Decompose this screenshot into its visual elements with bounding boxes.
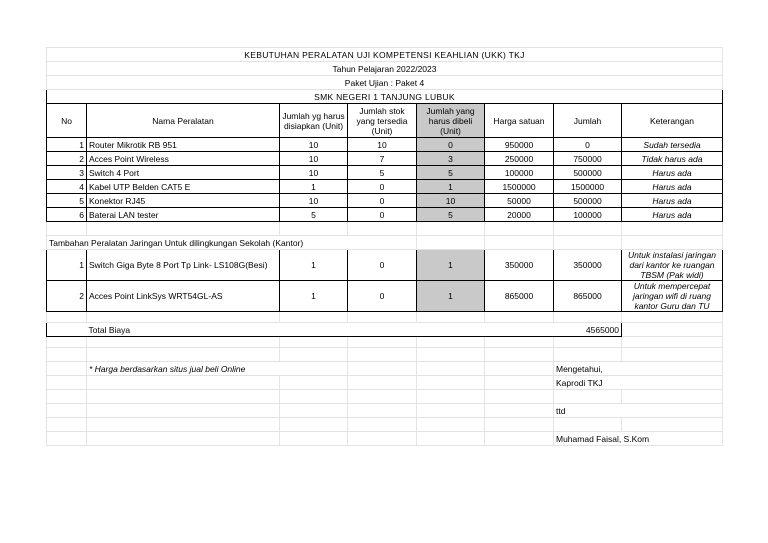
cell-disiapkan: 1 <box>280 281 348 312</box>
cell-jumlah: 100000 <box>554 208 622 222</box>
total-label: Total Biaya <box>87 323 554 337</box>
table-row <box>47 166 723 180</box>
header-jumlah: Jumlah <box>554 104 622 138</box>
cell-harga: 350000 <box>485 250 554 281</box>
cell-dibeli: 5 <box>417 208 485 222</box>
sign-row <box>47 376 723 390</box>
cell-keterangan: Harus ada <box>622 194 723 208</box>
cell-jumlah: 500000 <box>554 166 622 180</box>
cell-no: 2 <box>47 152 87 166</box>
cell-stok: 0 <box>348 208 417 222</box>
total-row <box>47 323 723 337</box>
note-row <box>47 362 723 376</box>
sign-nama: Muhamad Faisal, S.Kom <box>554 432 723 446</box>
cell-dibeli: 5 <box>417 166 485 180</box>
spacer-row <box>47 348 723 362</box>
header-keterangan: Keterangan <box>622 104 723 138</box>
cell-nama: Router Mikrotik RB 951 <box>87 138 280 152</box>
spacer-row <box>47 390 723 404</box>
table-row <box>47 138 723 152</box>
cell-nama: Konektor RJ45 <box>87 194 280 208</box>
cell-disiapkan: 10 <box>280 152 348 166</box>
cell-harga: 250000 <box>485 152 554 166</box>
tambahan-title: Tambahan Peralatan Jaringan Untuk dilingkungan Sekolah (Kantor) <box>47 236 417 250</box>
cell-keterangan: Untuk instalasi jaringan dari kantor ke ruangan TBSM (Pak widi) <box>622 250 723 281</box>
cell-stok: 0 <box>348 281 417 312</box>
table-row <box>47 281 723 312</box>
spacer-row <box>47 418 723 432</box>
cell-stok: 0 <box>348 194 417 208</box>
spacer-row <box>47 222 723 236</box>
sign-row <box>47 432 723 446</box>
cell-no: 1 <box>47 138 87 152</box>
table-row <box>47 152 723 166</box>
academic-year: Tahun Pelajaran 2022/2023 <box>47 62 723 76</box>
price-note: * Harga berdasarkan situs jual beli Online <box>87 362 348 376</box>
exam-package: Paket Ujian : Paket 4 <box>47 76 723 90</box>
table-row <box>47 250 723 281</box>
cell-no: 2 <box>47 281 87 312</box>
header-row <box>47 104 723 138</box>
header-nama: Nama Peralatan <box>87 104 280 138</box>
title-row-3 <box>47 76 723 90</box>
cell-keterangan: Harus ada <box>622 166 723 180</box>
header-dibeli: Jumlah yang harus dibeli (Unit) <box>417 104 485 138</box>
cell-no: 3 <box>47 166 87 180</box>
tambahan-title-row <box>47 236 723 250</box>
cell-keterangan: Sudah tersedia <box>622 138 723 152</box>
cell-jumlah: 350000 <box>554 250 622 281</box>
cell-stok: 7 <box>348 152 417 166</box>
cell-disiapkan: 10 <box>280 166 348 180</box>
header-harga: Harga satuan <box>485 104 554 138</box>
cell-no: 5 <box>47 194 87 208</box>
school-name: SMK NEGERI 1 TANJUNG LUBUK <box>47 90 723 104</box>
cell-jumlah: 1500000 <box>554 180 622 194</box>
cell-stok: 10 <box>348 138 417 152</box>
table-row <box>47 208 723 222</box>
cell-no: 4 <box>47 180 87 194</box>
cell-no: 6 <box>47 208 87 222</box>
cell-keterangan: Tidak harus ada <box>622 152 723 166</box>
cell-dibeli: 3 <box>417 152 485 166</box>
cell-dibeli: 0 <box>417 138 485 152</box>
sheet-title: KEBUTUHAN PERALATAN UJI KOMPETENSI KEAHLIAN (UKK) TKJ <box>47 48 723 62</box>
cell-disiapkan: 10 <box>280 138 348 152</box>
cell-stok: 5 <box>348 166 417 180</box>
cell-harga: 100000 <box>485 166 554 180</box>
sign-jabatan: Kaprodi TKJ <box>554 376 723 390</box>
cell-disiapkan: 1 <box>280 250 348 281</box>
cell-harga: 865000 <box>485 281 554 312</box>
cell-harga: 50000 <box>485 194 554 208</box>
title-row-1 <box>47 48 723 62</box>
cell-nama: Baterai LAN tester <box>87 208 280 222</box>
spacer-row <box>47 337 723 348</box>
sign-ttd: ttd <box>554 404 723 418</box>
cell-keterangan: Harus ada <box>622 180 723 194</box>
total-value: 4565000 <box>554 323 622 337</box>
cell-disiapkan: 10 <box>280 194 348 208</box>
cell-dibeli: 1 <box>417 250 485 281</box>
cell-harga: 20000 <box>485 208 554 222</box>
cell-dibeli: 1 <box>417 281 485 312</box>
table-row <box>47 180 723 194</box>
cell-jumlah: 865000 <box>554 281 622 312</box>
cell-jumlah: 500000 <box>554 194 622 208</box>
spacer-row <box>47 312 723 323</box>
header-stok: Jumlah stok yang tersedia (Unit) <box>348 104 417 138</box>
cell-disiapkan: 5 <box>280 208 348 222</box>
cell-nama: Kabel UTP Belden CAT5 E <box>87 180 280 194</box>
header-disiapkan: Jumlah yg harus disiapkan (Unit) <box>280 104 348 138</box>
sign-mengetahui: Mengetahui, <box>554 362 723 376</box>
cell-harga: 1500000 <box>485 180 554 194</box>
cell-stok: 0 <box>348 180 417 194</box>
title-row-2 <box>47 62 723 76</box>
header-no: No <box>47 104 87 138</box>
cell-dibeli: 1 <box>417 180 485 194</box>
cell-harga: 950000 <box>485 138 554 152</box>
cell-nama: Switch Giga Byte 8 Port Tp Link- LS108G(Besi) <box>87 250 280 281</box>
cell-disiapkan: 1 <box>280 180 348 194</box>
title-row-4 <box>47 90 723 104</box>
cell-no: 1 <box>47 250 87 281</box>
table-row <box>47 194 723 208</box>
cell-keterangan: Harus ada <box>622 208 723 222</box>
equipment-sheet <box>46 47 723 446</box>
cell-nama: Switch 4 Port <box>87 166 280 180</box>
cell-keterangan: Untuk mempercepat jaringan wifi di ruang kantor Guru dan TU <box>622 281 723 312</box>
cell-nama: Acces Point Wireless <box>87 152 280 166</box>
cell-jumlah: 750000 <box>554 152 622 166</box>
sign-row <box>47 404 723 418</box>
cell-nama: Acces Point LinkSys WRT54GL-AS <box>87 281 280 312</box>
cell-jumlah: 0 <box>554 138 622 152</box>
cell-stok: 0 <box>348 250 417 281</box>
cell-dibeli: 10 <box>417 194 485 208</box>
